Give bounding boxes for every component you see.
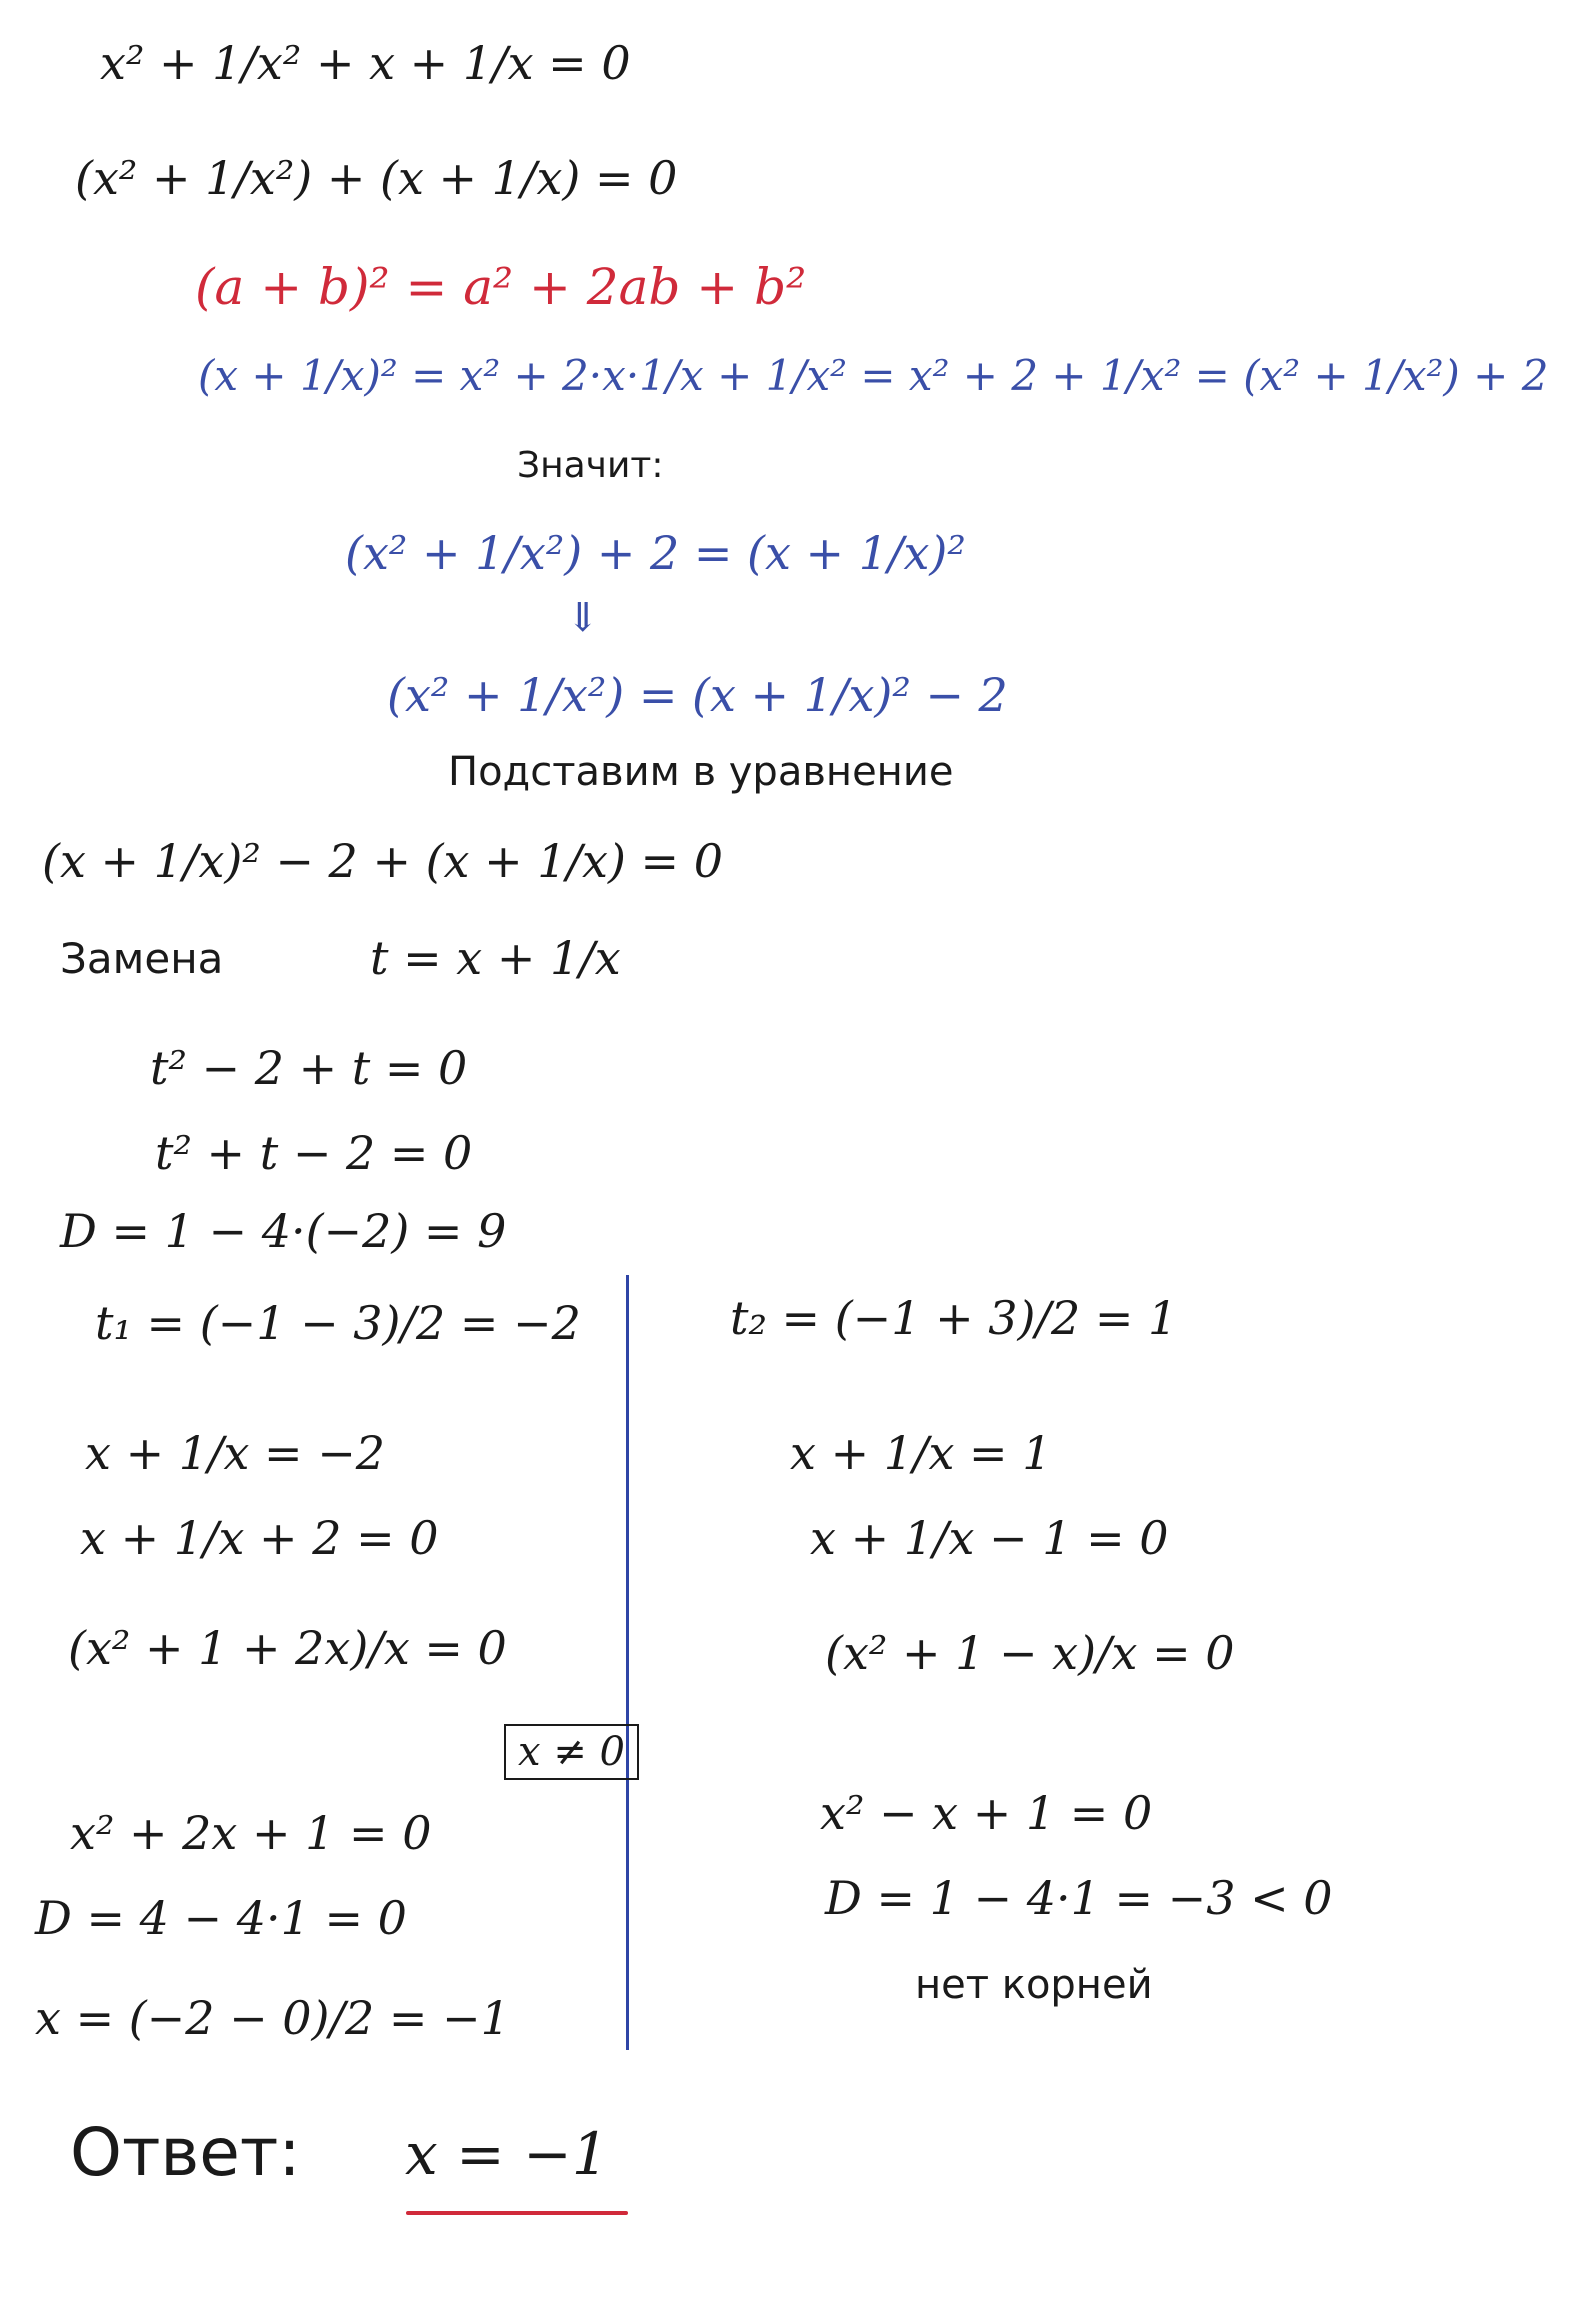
left-fraction-equation: (x² + 1 + 2x)/x = 0	[68, 1621, 507, 1675]
left-equation-2: x + 1/x + 2 = 0	[80, 1511, 439, 1565]
left-equation-1: x + 1/x = −2	[85, 1426, 386, 1480]
column-divider	[626, 1275, 629, 2050]
domain-condition-box	[504, 1724, 639, 1780]
caption-substitute: Подставим в уравнение	[448, 749, 954, 795]
square-of-sum-formula: (a + b)² = a² + 2ab + b²	[195, 258, 807, 316]
quadratic-in-t: t² + t − 2 = 0	[155, 1126, 473, 1180]
right-quadratic: x² − x + 1 = 0	[820, 1786, 1153, 1840]
root-t2: t₂ = (−1 + 3)/2 = 1	[730, 1291, 1178, 1345]
equation-grouped: (x² + 1/x²) + (x + 1/x) = 0	[75, 151, 678, 205]
domain-condition: x ≠ 0	[518, 1729, 625, 1775]
discriminant-t: D = 1 − 4·(−2) = 9	[60, 1204, 507, 1258]
identity-rearranged: (x² + 1/x²) = (x + 1/x)² − 2	[387, 668, 1008, 722]
right-equation-2: x + 1/x − 1 = 0	[810, 1511, 1169, 1565]
right-equation-1: x + 1/x = 1	[790, 1426, 1052, 1480]
equation-original: x² + 1/x² + x + 1/x = 0	[100, 36, 631, 90]
left-discriminant: D = 4 − 4·1 = 0	[35, 1891, 407, 1945]
implies-arrow: ⇓	[566, 595, 600, 641]
right-discriminant: D = 1 − 4·1 = −3 < 0	[825, 1871, 1333, 1925]
square-expansion: (x + 1/x)² = x² + 2·x·1/x + 1/x² = x² + 2 + 1/x² = (x² + 1/x²) + 2	[198, 351, 1549, 400]
answer-label: Ответ:	[70, 2114, 301, 2191]
label-zamena: Замена	[60, 934, 224, 983]
answer-underline	[406, 2211, 628, 2215]
heading-znachit: Значит:	[517, 445, 664, 486]
equation-in-t: t² − 2 + t = 0	[150, 1041, 468, 1095]
left-quadratic: x² + 2x + 1 = 0	[70, 1806, 432, 1860]
left-root-x: x = (−2 − 0)/2 = −1	[35, 1991, 510, 2045]
no-roots-note: нет корней	[915, 1962, 1153, 2008]
root-t1: t₁ = (−1 − 3)/2 = −2	[95, 1296, 581, 1350]
right-fraction-equation: (x² + 1 − x)/x = 0	[825, 1626, 1235, 1680]
identity-line: (x² + 1/x²) + 2 = (x + 1/x)²	[345, 526, 966, 580]
answer-value: x = −1	[405, 2120, 609, 2188]
substituted-equation: (x + 1/x)² − 2 + (x + 1/x) = 0	[42, 834, 723, 888]
substitution-t: t = x + 1/x	[370, 931, 621, 985]
